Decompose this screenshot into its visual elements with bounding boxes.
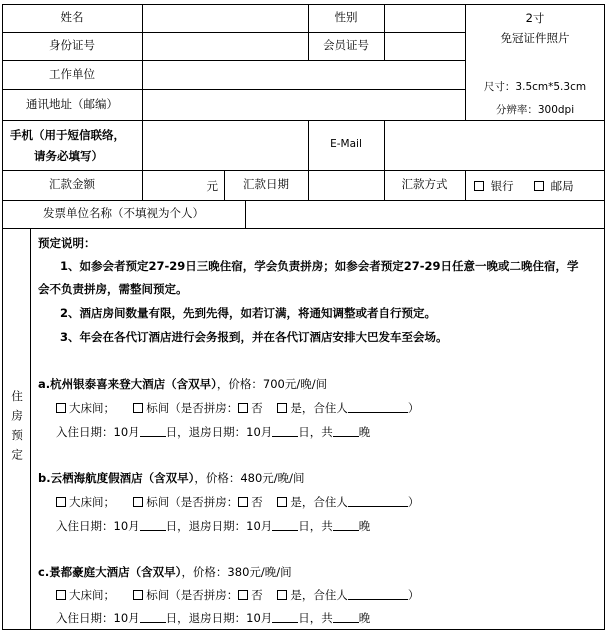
nights-field[interactable] xyxy=(333,519,359,531)
member-label: 会员证号 xyxy=(323,38,369,53)
post-checkbox[interactable] xyxy=(534,181,544,191)
photo-size: 2寸 xyxy=(525,11,545,25)
big-bed-checkbox[interactable] xyxy=(56,403,66,413)
share-yes-checkbox[interactable] xyxy=(277,403,287,413)
hotel-title: c.景都豪庭大酒店（含双早），价格：380元/晚/间 xyxy=(38,565,292,579)
photo-area[interactable] xyxy=(466,5,604,120)
housing-side-label: 住房预定 xyxy=(10,390,25,468)
gender-field[interactable] xyxy=(385,5,465,32)
checkin-day-field[interactable] xyxy=(140,611,166,623)
name-field[interactable] xyxy=(143,5,308,32)
roommate-field[interactable] xyxy=(348,495,408,507)
date-label: 汇款日期 xyxy=(243,177,289,192)
work-label: 工作单位 xyxy=(49,66,95,81)
method-label: 汇款方式 xyxy=(401,177,448,192)
room-options: 大床间； 标间（是否拼房： 否 是，合住人 ） xyxy=(56,400,419,416)
hotel-title: b.云栖海航度假酒店（含双早），价格：480元/晚/间 xyxy=(38,471,305,485)
note-2: 2、酒店房间数量有限，先到先得，如若订满，将通知调整或者自行预定。 xyxy=(60,306,436,320)
photo-dimensions: 尺寸：3.5cm*5.3cm xyxy=(483,81,587,93)
share-no-checkbox[interactable] xyxy=(238,497,248,507)
photo-resolution: 分辨率：300dpi xyxy=(495,104,575,116)
checkout-day-field[interactable] xyxy=(272,611,298,623)
checkout-day-field[interactable] xyxy=(272,425,298,437)
bank-label: 银行 xyxy=(490,179,514,193)
bank-option[interactable] xyxy=(474,178,514,194)
amount-field[interactable] xyxy=(143,171,224,200)
roommate-field[interactable] xyxy=(348,588,408,600)
big-bed-checkbox[interactable] xyxy=(56,497,66,507)
address-field[interactable] xyxy=(143,90,465,120)
checkin-day-field[interactable] xyxy=(140,519,166,531)
roommate-field[interactable] xyxy=(348,401,408,413)
share-no-checkbox[interactable] xyxy=(238,403,248,413)
standard-checkbox[interactable] xyxy=(133,590,143,600)
email-label: E-Mail xyxy=(330,138,362,151)
name-label: 姓名 xyxy=(60,10,84,25)
bank-checkbox[interactable] xyxy=(474,181,484,191)
hotel-title: a.杭州银泰喜来登大酒店（含双早），价格：700元/晚/间 xyxy=(38,377,328,391)
note-1a: 1、如参会者预定27-29日三晚住宿，学会负责拼房；如参会者预定27-29日任意一晚或二晚住宿，学 xyxy=(60,259,579,273)
address-label: 通讯地址（邮编） xyxy=(26,96,118,111)
big-bed-checkbox[interactable] xyxy=(56,590,66,600)
id-label: 身份证号 xyxy=(49,38,95,53)
id-field[interactable] xyxy=(143,33,308,60)
checkout-day-field[interactable] xyxy=(272,519,298,531)
mobile-field[interactable] xyxy=(143,121,308,170)
date-line: 入住日期：10月 日，退房日期：10月 日，共 晚 xyxy=(56,519,371,533)
nights-field[interactable] xyxy=(333,425,359,437)
yuan-unit: 元 xyxy=(206,179,218,193)
standard-checkbox[interactable] xyxy=(133,497,143,507)
photo-type: 免冠证件照片 xyxy=(500,31,570,45)
share-yes-checkbox[interactable] xyxy=(277,497,287,507)
date-line: 入住日期：10月 日，退房日期：10月 日，共 晚 xyxy=(56,611,371,625)
method-options xyxy=(466,171,604,200)
room-options: 大床间； 标间（是否拼房： 否 是，合住人 ） xyxy=(56,494,419,510)
mobile-label-line2: 请务必填写） xyxy=(34,149,103,163)
post-label: 邮局 xyxy=(550,179,574,193)
invoice-label: 发票单位名称（不填视为个人） xyxy=(43,206,204,221)
note-1b: 会不负责拼房，需整间预定。 xyxy=(38,282,188,296)
standard-checkbox[interactable] xyxy=(133,403,143,413)
email-field[interactable] xyxy=(385,121,604,170)
invoice-field[interactable] xyxy=(246,201,604,228)
mobile-label-line1: 手机（用于短信联络， xyxy=(10,128,125,142)
gender-label: 性别 xyxy=(334,10,358,25)
share-no-checkbox[interactable] xyxy=(238,590,248,600)
nights-field[interactable] xyxy=(333,611,359,623)
mobile-label xyxy=(2,120,142,170)
note-3: 3、年会在各代订酒店进行会务报到，并在各代订酒店安排大巴发车至会场。 xyxy=(60,330,448,344)
work-field[interactable] xyxy=(143,61,465,89)
room-options: 大床间； 标间（是否拼房： 否 是，合住人 ） xyxy=(56,587,419,603)
share-yes-checkbox[interactable] xyxy=(277,590,287,600)
notes-title: 预定说明： xyxy=(38,236,96,250)
member-field[interactable] xyxy=(385,33,465,60)
post-option[interactable] xyxy=(534,178,574,194)
checkin-day-field[interactable] xyxy=(140,425,166,437)
date-field[interactable] xyxy=(309,171,384,200)
date-line: 入住日期：10月 日，退房日期：10月 日，共 晚 xyxy=(56,425,371,439)
amount-label: 汇款金额 xyxy=(49,177,95,192)
